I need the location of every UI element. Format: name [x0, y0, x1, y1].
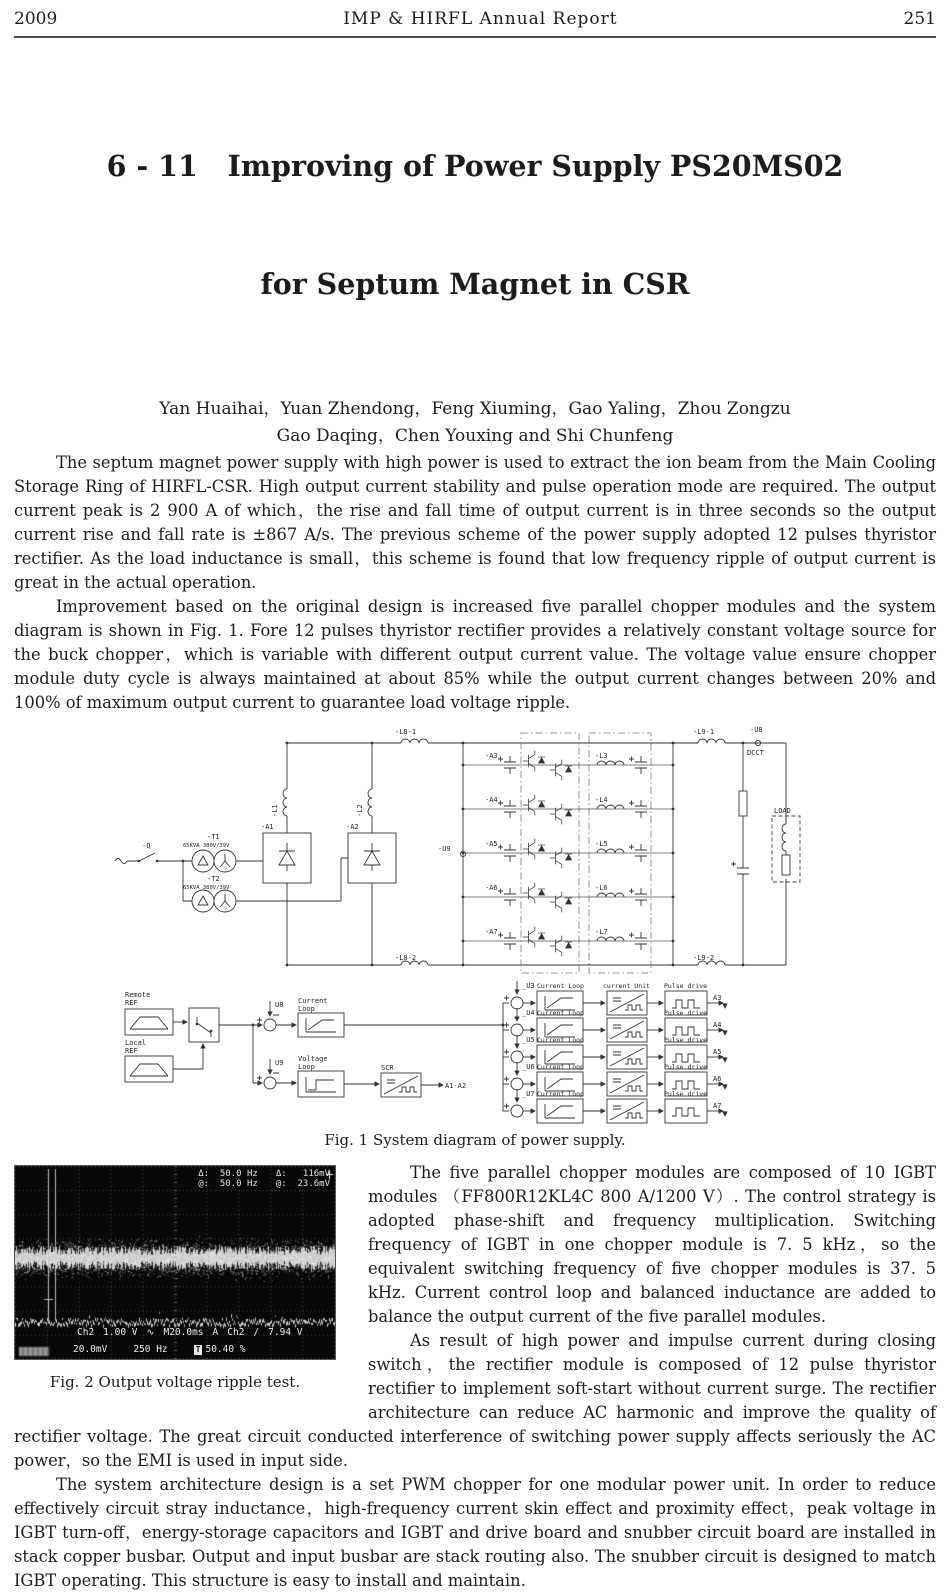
label-local: Local	[124, 1038, 146, 1047]
figure-1	[14, 721, 936, 1129]
label-voltage: Voltage	[297, 1054, 328, 1063]
scope-status-line2	[73, 1344, 246, 1355]
label-u9: -U9	[437, 844, 451, 853]
label-remote-ref: REF	[124, 998, 138, 1007]
label-row-loop: Current Loop	[536, 1008, 584, 1017]
label-t2-spec: 65KVA 380V/39V	[182, 884, 229, 891]
paragraph-1: The septum magnet power supply with high power is used to extract the ion beam from the Main Cooling Storage Ring of HIRFL-CSR. High output current stability and pulse operation mode are required. The output current peak is 2 900 A of which，the rise and fall time of output current is in three seconds so the output current rise and fall rate is ±867 A/s. The previous scheme of the power supply adopted 12 pulses thyristor rectifier. As the load inductance is small，this scheme is found that low frequency ripple of output current is great in the actual operation.	[14, 452, 936, 592]
rising-slope-icon: ∕	[253, 1326, 260, 1338]
label-l8-2: -L8-2	[394, 953, 416, 962]
label-row-u: _U5	[521, 1035, 535, 1044]
label-a1a2: A1-A2	[444, 1081, 466, 1090]
label-row-drive: Pulse drive	[663, 981, 707, 990]
label-module-a5: -A5	[484, 839, 498, 848]
delta-voltage: Δ: 116mV	[275, 1168, 330, 1179]
chopper-module-row	[461, 926, 674, 956]
label-local-ref: REF	[124, 1046, 138, 1055]
channel-label: Ch2	[77, 1326, 95, 1338]
figure-1-caption: Fig. 1 System diagram of power supply.	[324, 1130, 626, 1149]
label-current-loop-word: Loop	[297, 1004, 315, 1013]
timebase: M20.0ms	[163, 1326, 204, 1338]
label-t1-spec: 65KVA 380V/39V	[182, 842, 229, 849]
label-row-out: A5	[712, 1047, 721, 1056]
chopper-module-row	[461, 794, 674, 824]
label-u9-ctl: U9	[274, 1058, 283, 1067]
label-row-out: A4	[712, 1020, 721, 1029]
control-diagram	[125, 981, 725, 1123]
vertical-scale: 1.00 V	[103, 1326, 138, 1338]
header-rule	[14, 36, 936, 38]
label-row-u: _U7	[521, 1089, 535, 1098]
article-title-line1: 6 - 11 Improving of Power Supply PS20MS02	[106, 148, 844, 183]
label-l2: -L2	[355, 804, 364, 817]
oscilloscope-screenshot	[14, 1165, 336, 1360]
label-row-loop: Current Loop	[536, 981, 584, 990]
author-line2: Gao Daqing，Chen Youxing and Shi Chunfeng	[276, 426, 674, 447]
label-remote: Remote	[124, 990, 150, 999]
at-voltage: @: 23.6mV	[275, 1178, 330, 1189]
label-module-l6: -L6	[594, 883, 608, 892]
label-row-out: A7	[712, 1101, 721, 1110]
label-row-u: _U4	[521, 1008, 535, 1017]
article-title	[14, 68, 936, 383]
label-row-u: _U6	[521, 1062, 535, 1071]
chopper-module-row	[461, 882, 674, 912]
label-row-drive: Pulse drive	[663, 1035, 707, 1044]
label-l1: -L1	[270, 804, 279, 817]
scope-status-line1	[77, 1327, 302, 1338]
article-title-line2: for Septum Magnet in CSR	[260, 266, 690, 301]
figure-2-caption: Fig. 2 Output voltage ripple test.	[49, 1372, 301, 1391]
power-stage	[115, 726, 800, 973]
label-u8-ctl: U8	[274, 1000, 283, 1009]
system-diagram	[113, 721, 838, 1125]
chopper-module-row	[461, 838, 674, 868]
ac-coupling-icon: ∿	[146, 1326, 155, 1338]
label-load: LOAD	[773, 806, 791, 815]
author-line1: Yan Huaihai，Yuan Zhendong，Feng Xiuming，Gao Yaling，Zhou Zongzu	[159, 398, 791, 419]
label-t2: -T2	[206, 874, 220, 883]
label-module-a6: -A6	[484, 883, 498, 892]
header-report-title: IMP & HIRFL Annual Report	[343, 9, 618, 29]
label-row-drive: Pulse drive	[663, 1089, 707, 1098]
paragraph-3: The five parallel chopper modules are composed of 10 IGBT modules （FF800R12KL4C 800 A/1200 V）. The control strategy is adopted phase-shift and frequency multiplication. Switching frequency of IGBT in one chopper module is 7. 5 kHz，so the equivalent switching frequency of five chopper modules is 37. 5 kHz. Current control loop and balanced inductance are added to balance the output current of the five parallel modules.	[368, 1162, 936, 1326]
delta-freq: Δ: 50.0 Hz	[198, 1168, 258, 1179]
label-row-drive: Pulse drive	[663, 1008, 707, 1017]
figure-2	[14, 1165, 348, 1421]
trigger-icon: T	[195, 1344, 201, 1354]
chopper-module-row	[461, 750, 674, 780]
bottom-section	[14, 1161, 936, 1593]
page-header	[14, 0, 936, 29]
label-module-a3: -A3	[484, 751, 498, 760]
label-a1: -A1	[260, 822, 274, 831]
header-year: 2009	[14, 9, 58, 29]
label-dcct: DCCT	[746, 748, 764, 757]
label-row-drive: Pulse drive	[663, 1062, 707, 1071]
label-q: -Q	[141, 841, 150, 850]
label-current: Current	[297, 996, 328, 1005]
author-list	[14, 396, 936, 451]
frequency-readout: 250 Hz	[133, 1343, 168, 1355]
header-page-number: 251	[903, 9, 936, 29]
label-module-a7: -A7	[484, 927, 498, 936]
paragraph-5: The system architecture design is a set PWM chopper for one modular power unit. In order to reduce effectively circuit stray inductance，high-frequency current skin effect and proximity effect，peak voltage in IGBT turn-off，energy-storage capacitors and IGBT and drive board and snubber circuit board are installed in stack copper busbar. Output and input busbar are stack routing also. The snubber circuit is designed to match IGBT operating. This structure is easy to install and maintain.	[14, 1474, 936, 1590]
label-t1: -T1	[206, 832, 220, 841]
volts-per-div: 20.0mV	[73, 1343, 108, 1355]
label-row-loop: Current Loop	[536, 1062, 584, 1071]
trigger-mode: A	[212, 1326, 219, 1338]
scope-measurement-readout	[198, 1169, 330, 1189]
scope-logo	[19, 1347, 49, 1356]
paragraph-2: Improvement based on the original design is increased five parallel chopper modules and the system diagram is shown in Fig. 1. Fore 12 pulses thyristor rectifier provides a relatively constant voltage source for the buck chopper，which is variable with different output current value. The voltage value ensure chopper module duty cycle is always maintained at about 85% while the output current changes between 20% and 100% of maximum output current to guarantee load voltage ripple.	[14, 596, 936, 712]
label-u8: -U8	[749, 725, 763, 734]
control-row	[503, 1089, 725, 1123]
label-module-l5: -L5	[594, 839, 608, 848]
label-l8-1: -L8-1	[394, 727, 416, 736]
label-row-out: A6	[712, 1074, 721, 1083]
trigger-level: 7.94 V	[268, 1326, 303, 1338]
label-row-u: _U3	[521, 981, 535, 990]
label-a2: -A2	[345, 822, 359, 831]
label-current-unit: current Unit	[602, 981, 650, 990]
trigger-source: Ch2	[227, 1326, 245, 1338]
at-freq: @: 50.0 Hz	[198, 1178, 258, 1189]
trigger-position: T 50.40 %	[195, 1343, 246, 1355]
label-module-l7: -L7	[594, 927, 608, 936]
label-module-a4: -A4	[484, 795, 498, 804]
label-scr: SCR	[380, 1063, 394, 1072]
label-l9-2: -L9-2	[692, 953, 714, 962]
label-row-loop: Current Loop	[536, 1035, 584, 1044]
label-row-out: A3	[712, 993, 721, 1002]
label-voltage-loop-word: Loop	[297, 1062, 315, 1071]
label-l9-1: -L9-1	[692, 727, 714, 736]
label-row-loop: Current Loop	[536, 1089, 584, 1098]
label-module-l4: -L4	[594, 795, 608, 804]
paragraph-4: As result of high power and impulse current during closing switch，the rectifier module is composed of 12 pulse thyristor rectifier to implement soft-start without current surge. The rectifier architecture can reduce AC harmonic and improve the quality of rectifier voltage. The great circuit conducted interference of switching power supply affects seriously the AC power，so the EMI is used in input side.	[14, 1330, 936, 1470]
label-module-l3: -L3	[594, 751, 608, 760]
